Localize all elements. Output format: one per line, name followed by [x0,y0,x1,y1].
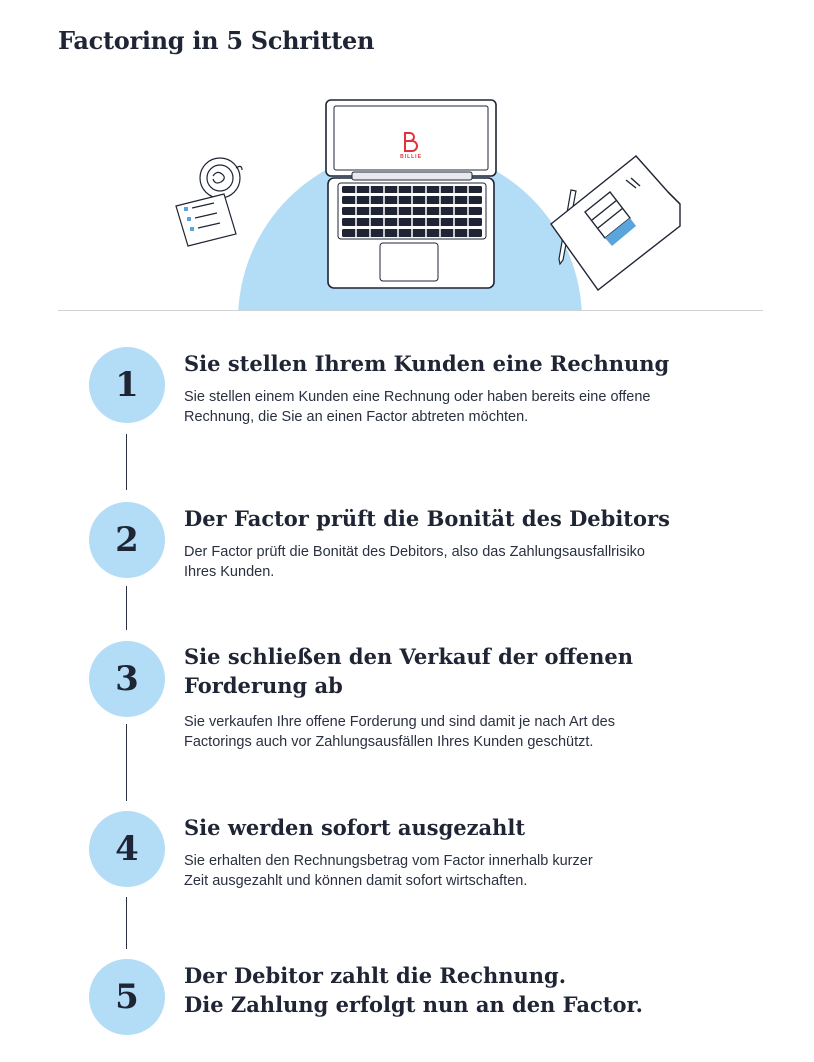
step-1-number: 1 [89,347,165,423]
coffee-cup-icon [200,158,242,198]
step-3-number: 3 [89,641,165,717]
notepad-icon [176,194,236,246]
step-1-description: Sie stellen einem Kunden eine Rechnung oder haben bereits eine offene Rechnung, die Sie an einen Factor abtreten möchten. [184,389,651,425]
step-4-description: Sie erhalten den Rechnungsbetrag vom Factor innerhalb kurzer Zeit ausgezahlt und können damit sofort wirtschaften. [184,853,593,889]
step-5-number: 5 [89,959,165,1035]
step-connector [126,897,127,949]
step-4-title: Sie werden sofort ausgezahlt [184,815,526,840]
step-connector [126,434,127,490]
billie-logo-text: BILLIE [400,154,422,160]
step-2-number: 2 [89,502,165,578]
step-3-description: Sie verkaufen Ihre offene Forderung und sind damit je nach Art des Factorings auch vor Zahlungsausfällen Ihres Kunden geschützt. [184,714,615,750]
page-title: Factoring in 5 Schritten [58,26,375,55]
hero-divider [58,310,763,311]
step-4-number: 4 [89,811,165,887]
step-connector [126,724,127,801]
step-1-title: Sie stellen Ihrem Kunden eine Rechnung [184,351,670,376]
step-2-description: Der Factor prüft die Bonität des Debitors, also das Zahlungsausfallrisiko Ihres Kunden. [184,544,645,580]
hero-illustration [0,0,814,320]
laptop-icon [326,100,496,288]
step-5-title: Der Debitor zahlt die Rechnung. Die Zahlung erfolgt nun an den Factor. [184,963,643,1017]
step-3-title: Sie schließen den Verkauf der offenen Forderung ab [184,644,634,698]
step-connector [126,586,127,630]
step-2-title: Der Factor prüft die Bonität des Debitors [184,506,670,531]
